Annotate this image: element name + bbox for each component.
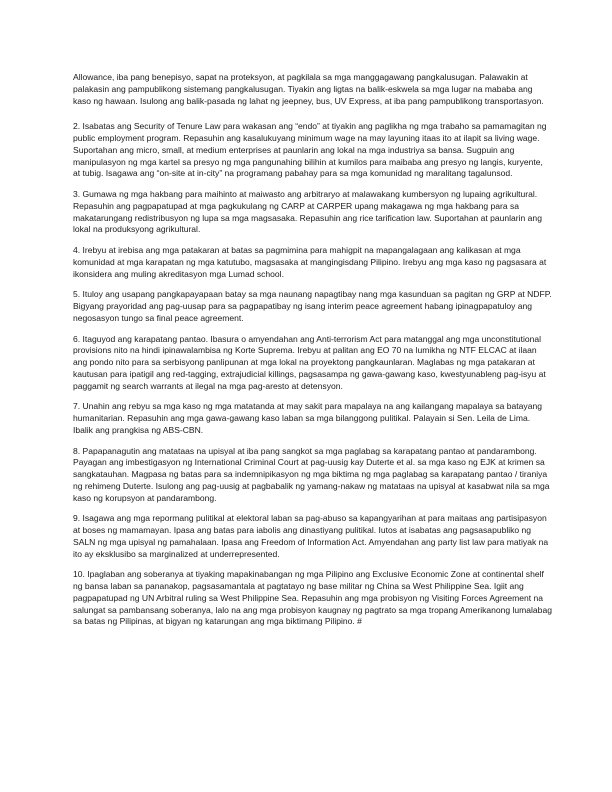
paragraph-item-7: 7. Unahin ang rebyu sa mga kaso ng mga matatanda at may sakit para mapalaya na ang kailangang mapalaya sa batayang humanitarian. Repasuhin ang mga gawa-gawang kaso laban sa mga bilanggong pulitikal. Palayain si Sen. Leila de Lima. Ibalik ang prangkisa ng ABS-CBN.: [73, 401, 542, 435]
paragraph-continuation: Allowance, iba pang benepisyo, sapat na proteksyon, at pagkilala sa mga manggagawang pangkalusugan. Palawakin at palakasin ang pampublikong sistemang pangkalusugan. Tiyakin ang ligtas na balik-eskwela sa mga lugar na mababa ang kaso ng hawaan. Isulong ang balik-pasada ng lahat ng jeepney, bus, UV Express, at iba pang pampublikong transportasyon.: [73, 72, 544, 106]
paragraph-item-6: 6. Itaguyod ang karapatang pantao. Ibasura o amyendahan ang Anti-terrorism Act para matanggal ang mga unconstitutional provisions nito na hindi ipinawalambisa ng Korte Suprema. Irebyu at palitan ang EO 70 na lumikha ng NTF ELCAC at ilaan ang pondo nito para sa serbisyong panlipunan at mga lokal na proyektong pangkaunlaran. Maglabas ng mga patakaran at kautusan para ipatigil ang red-tagging, extrajudicial killings, pagsasampa ng gawa-gawang kaso, kwestyunableng pag-isyu at paggamit ng search warrants at ilegal na mga pag-aresto at detensyon.: [73, 333, 546, 391]
paragraph-item-8: 8. Papapanagutin ang matataas na upisyal at iba pang sangkot sa mga paglabag sa karapatang pantao at pandarambong. Payagan ang imbestigasyon ng International Criminal Court at pag-uusig kay Duterte et al. sa mga kaso ng EJK at krimen sa sangkatauhan. Magpasa ng batas para sa indemnipikasyon ng mga biktima ng mga paglabag sa karapatang pantao / tiraniya ng rehimeng Duterte. Isulong ang pag-uusig at pagbabalik ng yamang-nakaw ng matataas na upisyal at kasabwat nila sa mga kaso ng korupsyon at pandarambong.: [73, 445, 550, 503]
paragraph-item-10: 10. Ipaglaban ang soberanya at tiyaking mapakinabangan ng mga Pilipino ang Exclusive Economic Zone at continental shelf ng bansa laban sa pananakop, pagsasamantala at pagtatayo ng base militar ng China sa West Philippine Sea. Igiit ang pagpapatupad ng UN Arbitral ruling sa West Philippine Sea. Repasuhin ang mga probisyon ng Visiting Forces Agreement na salungat sa pambansang soberanya, lalo na ang mga probisyon kaugnay ng pagtrato sa mga tropang Amerikanong lumalabag sa batas ng Pilipinas, at bigyan ng katarungan ang mga biktimang Pilipino. #: [73, 569, 552, 627]
paragraph-item-5: 5. Ituloy ang usapang pangkapayapaan batay sa mga naunang napagtibay nang mga kasunduan sa pagitan ng GRP at NDFP. Bigyang prayoridad ang pag-uusap para sa pagpapatibay ng isang interim peace agreement habang ipinagpapatuloy ang negosasyon tungo sa final peace agreement.: [73, 289, 552, 323]
paragraph-item-3: 3. Gumawa ng mga hakbang para maihinto at maiwasto ang arbitraryo at malawakang kumbersyon ng lupaing agrikultural. Repasuhin ang pagpapatupad at mga pagkukulang ng CARP at CARPER upang makagawa ng mga hakbang para sa makatarungang redistribusyon ng lupa sa mga magsasaka. Repasuhin ang rice tarification law. Suportahan at paunlarin ang lokal na produksyong agrikultural.: [73, 189, 542, 235]
paragraph-item-4: 4. Irebyu at irebisa ang mga patakaran at batas sa pagmimina para mahigpit na mapangalagaan ang kalikasan at mga komunidad at mga karapatan ng mga katutubo, magsasaka at mangingisdang Pilipino. Irebyu ang mga kaso ng pagsasara at ikonsidera ang muling akreditasyon mga Lumad school.: [73, 245, 547, 279]
paragraph-item-9: 9. Isagawa ang mga repormang pulitikal at elektoral laban sa pag-abuso sa kapangyarihan at para maitaas ang partisipasyon at boses ng mamamayan. Ipasa ang batas para iabolis ang dinastiyang pulitikal. Iutos at isabatas ang pagsasapubliko ng SALN ng mga upisyal ng pamahalaan. Ipasa ang Freedom of Information Act. Amyendahan ang party list law para matiyak na ito ay eksklusibo sa marginalized at underrepresented.: [73, 513, 549, 559]
paragraph-item-2: 2. Isabatas ang Security of Tenure Law para wakasan ang “endo” at tiyakin ang paglikha ng mga trabaho sa pamamagitan ng public employment program. Repasuhin ang kasalukuyang minimum wage na may layuning itaas ito at ilapit sa living wage. Suportahan ang micro, small, at medium enterprises at paunlarin ang lokal na mga industriya sa bansa. Sugpuin ang manipulasyon ng mga kartel sa presyo ng mga pangunahing bilihin at kumilos para maibaba ang presyo ng langis, kuryente, at tubig. Isagawa ang “on-site at in-city” na programang pabahay para sa mga komunidad ng maralitang tagalunsod.: [73, 121, 547, 179]
